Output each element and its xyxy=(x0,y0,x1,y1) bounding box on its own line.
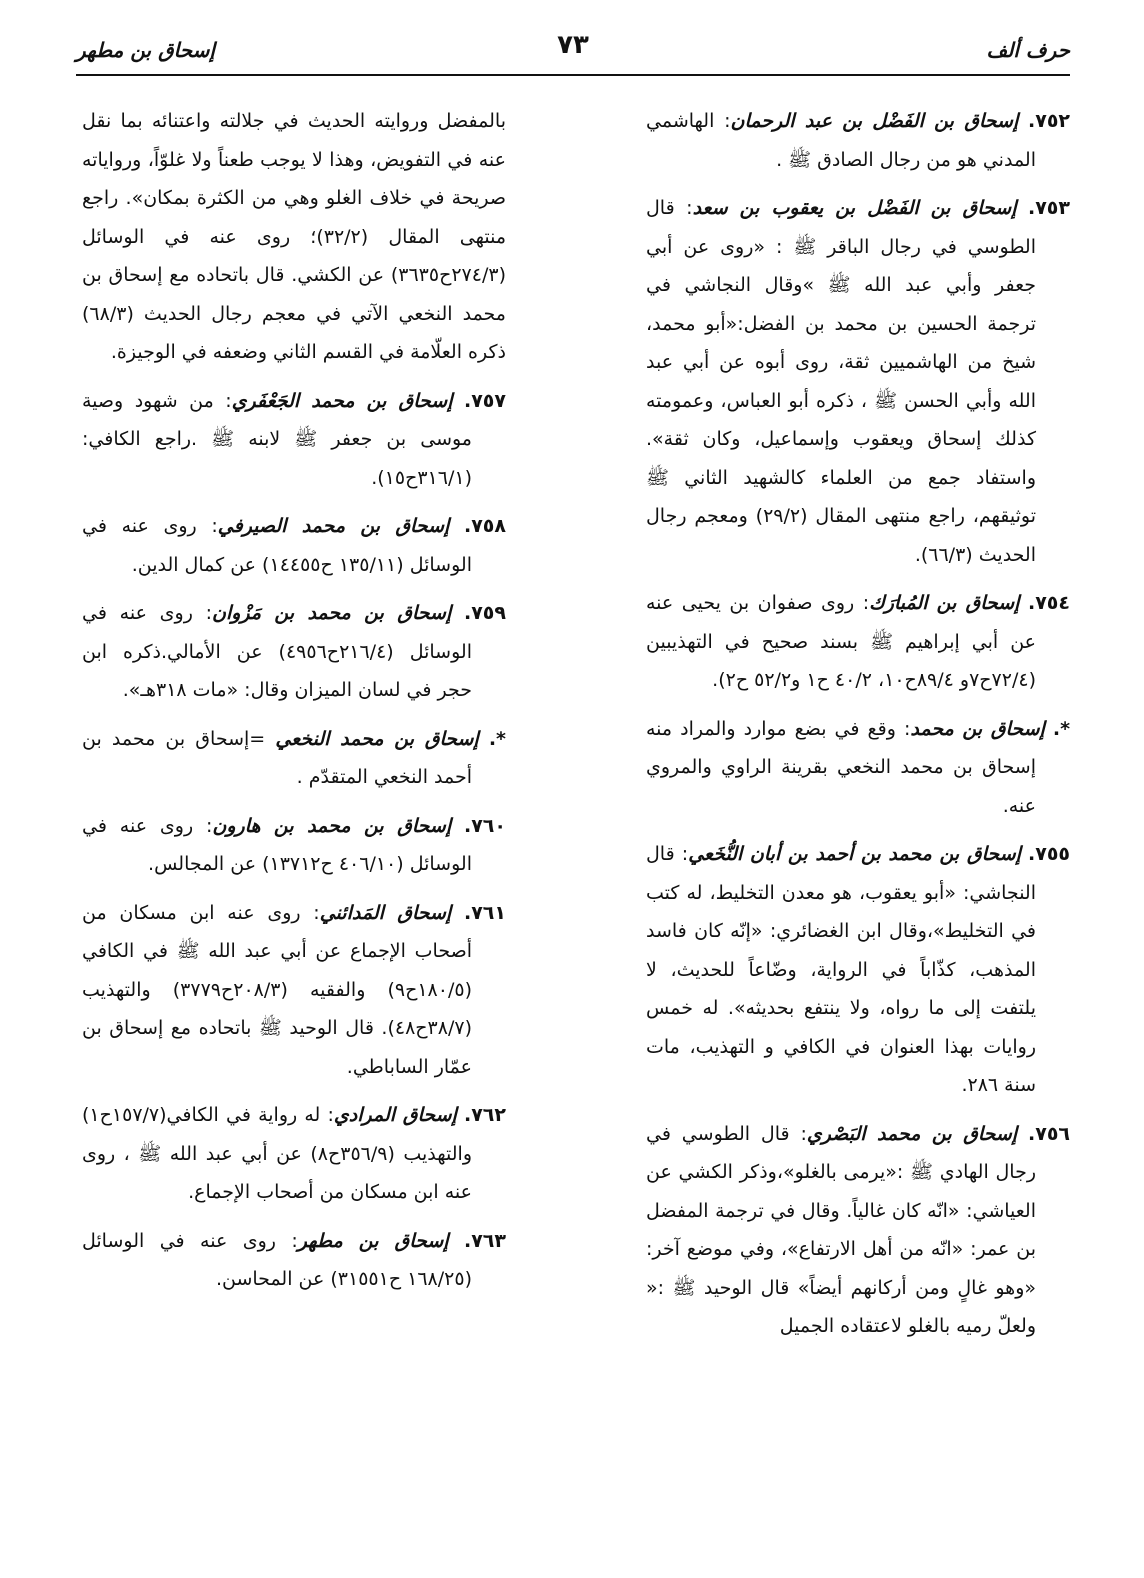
entry-number: ٧٥٨. xyxy=(463,515,506,537)
entry-number: ٧٦٠. xyxy=(463,814,506,837)
entry-758 xyxy=(82,507,506,584)
entry-752 xyxy=(646,102,1070,179)
entry-text: : روى عنه ابن مسكان من أصحاب الإجماع عن أبي عبد الله ﷺ في الكافي (١٨٠/٥ح٩) والفقيه (٢٠٨/٣ح٣٧٧٩) والتهذيب (٣٨/٧ح٤٨). قال الوحيد ﷺ باتحاده مع إسحاق بن عمّار الساباطي. xyxy=(82,901,472,1078)
entry-text: : روى عنه في الوسائل (٤٠٦/١٠ ح١٣٧١٢) عن المجالس. xyxy=(82,814,472,875)
entry-name: إسحاق بن محمد البَصْري xyxy=(806,1122,1018,1145)
entry-ishaq-bin-muhammad xyxy=(646,710,1070,826)
entry-text: : روى عنه في الوسائل (٢١٦/٤ح٤٩٥٦) عن الأمالي.ذكره ابن حجر في لسان الميزان وقال: «مات ٣١٨هـ». xyxy=(82,602,472,701)
entry-name: إسحاق بن محمد بن أحمد بن أبان النُّخَعي xyxy=(688,843,1021,865)
entry-756-continuation xyxy=(82,102,506,372)
entry-763 xyxy=(82,1222,506,1299)
entry-text: بالمفضل وروايته الحديث في جلالته واعتنائه بما نقل عنه في التفويض، وهذا لا يوجب طعناً ولا غلوّاً، ورواياته صريحة في خلاف الغلو وهي من الكثرة بمكان». راجع منتهى المقال (٣٢/٢)؛ روى عنه في الوسائل (٢٧٤/٣ح٣٦٣٥) عن الكشي. قال باتحاده مع إسحاق بن محمد النخعي الآتي في معجم رجال الحديث (٦٨/٣) ذكره العلّامة في القسم الثاني وضعفه في الوجيزة. xyxy=(82,110,506,363)
entry-text: : قال الطوسي في رجال الباقر ﷺ : «روى عن أبي جعفر وأبي عبد الله ﷺ »وقال النجاشي في ترجمة الحسين بن محمد بن الفضل:«أبو محمد، شيخ من الهاشميين ثقة، روى أبوه عن أبي عبد الله وأبي الحسن ﷺ ، ذكره أبو العباس، وعمومته كذلك إسحاق ويعقوب وإسماعيل، وكان ثقة». واستفاد جمع من العلماء كالشهيد الثاني ﷺ توثيقهم، راجع منتهى المقال (٢٩/٢) ومعجم رجال الحديث (٦٦/٣). xyxy=(646,197,1036,566)
entry-number: ٧٥٧. xyxy=(463,389,506,412)
entry-754 xyxy=(646,584,1070,700)
entry-name: إسحاق بن محمد بن هارون xyxy=(212,814,452,837)
left-column xyxy=(82,102,506,1309)
entry-text: : قال الطوسي في رجال الهادي ﷺ :«يرمى بالغلو»،وذكر الكشي عن العياشي: «انّه كان غالياً. وقال في ترجمة المفضل بن عمر: «انّه من أهل الارتفاع»، وفي موضع آخر: «وهو غالٍ ومن أركانهم أيضاً» قال الوحيد ﷺ :« ولعلّ رميه بالغلو لاعتقاده الجميل xyxy=(646,1122,1036,1337)
header-rule xyxy=(76,74,1070,76)
entry-number: ٧٥٢. xyxy=(1028,110,1071,132)
entry-ishaq-nakhai xyxy=(82,720,506,797)
entry-name: إسحاق بن الفَضْل بن يعقوب بن سعد xyxy=(692,197,1017,219)
entry-name: إسحاق بن مطهر xyxy=(297,1229,449,1252)
entry-759 xyxy=(82,594,506,710)
entry-name: إسحاق بن محمد xyxy=(910,717,1045,740)
entry-text: : له رواية في الكافي(١٥٧/٧ح١) والتهذيب (٣٥٦/٩ح٨) عن أبي عبد الله ﷺ ، روى عنه ابن مسكان من أصحاب الإجماع. xyxy=(82,1104,472,1203)
entry-name: إسحاق بن الفَضْل بن عبد الرحمان xyxy=(730,110,1019,132)
entry-number: *. xyxy=(1052,717,1071,740)
entry-761 xyxy=(82,894,506,1087)
entry-753 xyxy=(646,189,1070,574)
page-number: ٧٣ xyxy=(557,30,589,60)
chapter-title: حرف ألف xyxy=(986,38,1070,62)
entry-text: : روى صفوان بن يحيى عنه عن أبي إبراهيم ﷺ بسند صحيح في التهذيبين (٧٢/٤ح٧و ٨٩/٤ح١٠، ٤٠/٢ ح١ و٥٢/٢ ح٢). xyxy=(646,592,1036,691)
entry-760 xyxy=(82,807,506,884)
entry-name: إسحاق بن المُبارَك xyxy=(869,592,1020,614)
entry-text: : روى عنه في الوسائل (١٣٥/١١ ح١٤٤٥٥) عن كمال الدين. xyxy=(82,515,472,576)
entry-number: ٧٥٤. xyxy=(1027,592,1070,614)
section-title: إسحاق بن مطهر xyxy=(76,38,215,62)
entry-text: : من شهود وصية موسى بن جعفر ﷺ لابنه ﷺ .راجع الكافي: (٣١٦/١ح١٥). xyxy=(82,389,472,489)
entry-text: : الهاشمي المدني هو من رجال الصادق ﷺ . xyxy=(646,110,1036,171)
entry-number: ٧٦٣. xyxy=(463,1229,506,1252)
entry-name: إسحاق بن محمد النخعي xyxy=(275,727,479,750)
entry-name: إسحاق بن محمد الجَعْفَري xyxy=(231,389,453,412)
entry-number: ٧٥٦. xyxy=(1028,1122,1071,1145)
entry-756 xyxy=(646,1115,1070,1346)
entry-name: إسحاق بن محمد بن مَزْوان xyxy=(212,602,452,624)
entry-text: : قال النجاشي: «أبو يعقوب، هو معدن التخليط، له كتب في التخليط»،وقال ابن الغضائري: «إنّه كان فاسد المذهب، كذّاباً في الرواية، وضّاعاً للحديث، لا يلتفت إلى ما رواه، ولا ينتفع بحديثه». له خمس روايات بهذا العنوان في الكافي و التهذيب، مات سنة ٢٨٦. xyxy=(646,843,1036,1096)
entry-text: : وقع في بضع موارد والمراد منه إسحاق بن محمد النخعي بقرينة الراوي والمروي عنه. xyxy=(646,717,1036,817)
entry-number: ٧٦٢. xyxy=(463,1104,506,1126)
entry-number: ٧٥٥. xyxy=(1028,843,1071,865)
entry-name: إسحاق المَدائني xyxy=(319,901,452,924)
entry-number: ٧٦١. xyxy=(463,901,506,924)
entry-text: =إسحاق بن محمد بن أحمد النخعي المتقدّم . xyxy=(82,727,472,788)
entry-text: : روى عنه في الوسائل (١٦٨/٢٥ ح٣١٥٥١) عن المحاسن. xyxy=(82,1229,472,1290)
entry-number: *. xyxy=(488,727,506,750)
entry-755 xyxy=(646,835,1070,1105)
entry-757 xyxy=(82,382,506,498)
entry-name: إسحاق المرادي xyxy=(333,1104,457,1126)
entry-name: إسحاق بن محمد الصيرفي xyxy=(217,515,450,537)
running-header xyxy=(76,30,1070,70)
entry-number: ٧٥٩. xyxy=(463,602,506,624)
entry-number: ٧٥٣. xyxy=(1027,197,1070,219)
entry-762 xyxy=(82,1096,506,1212)
right-column xyxy=(646,102,1070,1356)
